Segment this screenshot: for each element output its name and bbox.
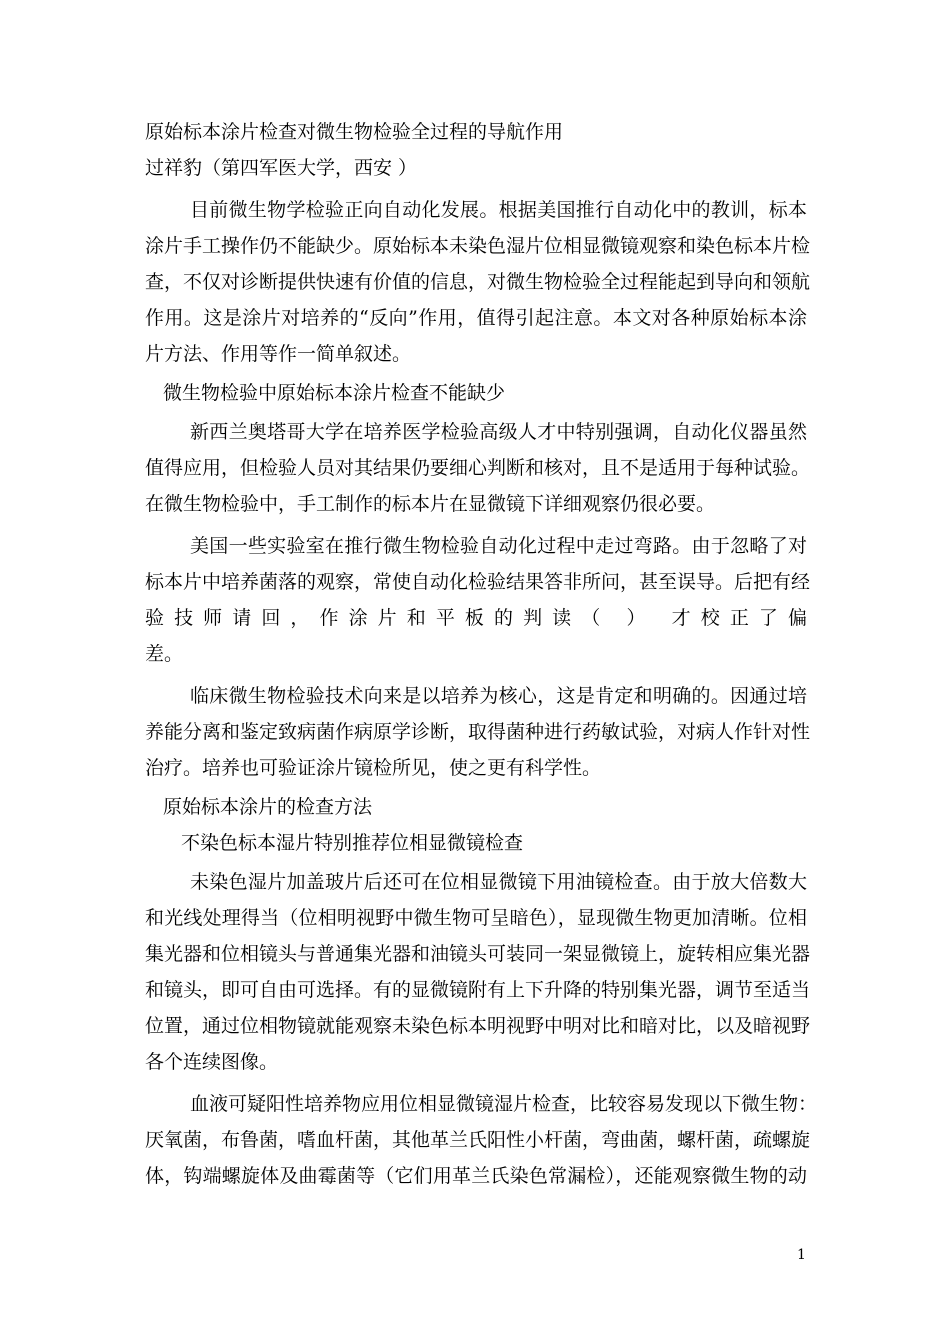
intro-line: 目前微生物学检验正向自动化发展。根据美国推行自动化中的教训，标本 xyxy=(190,199,807,221)
paragraph-line: 新西兰奥塔哥大学在培养医学检验高级人才中特别强调，自动化仪器虽然 xyxy=(190,421,807,443)
paragraph-line: 值得应用，但检验人员对其结果仍要细心判断和核对，且不是适用于每种试验。 xyxy=(145,457,811,479)
paragraph-line: 各个连续图像。 xyxy=(145,1051,279,1073)
subsection-heading: 不染色标本湿片特别推荐位相显微镜检查 xyxy=(181,832,524,854)
paragraph-line: 在微生物检验中，手工制作的标本片在显微镜下详细观察仍很必要。 xyxy=(145,493,716,515)
intro-line: 作用。这是涂片对培养的“反向”作用，值得引起注意。本文对各种原始标本涂 xyxy=(145,307,807,329)
paragraph-line: 和光线处理得当（位相明视野中微生物可呈暗色），显现微生物更加清晰。位相 xyxy=(145,907,807,929)
paragraph-line: 验技师请回，作涂片和平板的判读（ ） 才校正了偏 xyxy=(145,607,807,629)
paragraph-line: 集光器和位相镜头与普通集光器和油镜头可装同一架显微镜上，旋转相应集光器 xyxy=(145,943,811,965)
paragraph-line: 体，钩端螺旋体及曲霉菌等（它们用革兰氏染色常漏检），还能观察微生物的动 xyxy=(145,1165,807,1187)
paragraph-line: 美国一些实验室在推行微生物检验自动化过程中走过弯路。由于忽略了对 xyxy=(190,535,807,557)
paragraph-line: 标本片中培养菌落的观察，常使自动化检验结果答非所问，甚至误导。后把有经 xyxy=(145,571,811,593)
paragraph-line: 血液可疑阳性培养物应用位相显微镜湿片检查，比较容易发现以下微生物： xyxy=(190,1093,818,1115)
paragraph-line: 位置，通过位相物镜就能观察未染色标本明视野中明对比和暗对比，以及暗视野 xyxy=(145,1015,811,1037)
intro-line: 涂片手工操作仍不能缺少。原始标本未染色湿片位相显微镜观察和染色标本片检 xyxy=(145,235,811,257)
intro-line: 查，不仅对诊断提供快速有价值的信息，对微生物检验全过程能起到导向和领航 xyxy=(145,271,811,293)
intro-line: 片方法、作用等作一简单叙述。 xyxy=(145,343,412,365)
paragraph-line: 厌氧菌，布鲁菌，嗜血杆菌，其他革兰氏阳性小杆菌，弯曲菌，螺杆菌，疏螺旋 xyxy=(145,1129,811,1151)
paragraph-line: 差。 xyxy=(145,643,184,665)
paragraph-line: 治疗。培养也可验证涂片镜检所见，使之更有科学性。 xyxy=(145,757,602,779)
author-line: 过祥豹（第四军医大学，西安 ） xyxy=(145,157,418,179)
page-number: 1 xyxy=(797,1247,806,1263)
section-heading: 微生物检验中原始标本涂片检查不能缺少 xyxy=(163,382,506,404)
document-title: 原始标本涂片检查对微生物检验全过程的导航作用 xyxy=(145,121,564,143)
section-heading: 原始标本涂片的检查方法 xyxy=(163,796,373,818)
paragraph-line: 未染色湿片加盖玻片后还可在位相显微镜下用油镜检查。由于放大倍数大 xyxy=(190,871,807,893)
paragraph-line: 养能分离和鉴定致病菌作病原学诊断，取得菌种进行药敏试验，对病人作针对性 xyxy=(145,721,811,743)
paragraph-line: 临床微生物检验技术向来是以培养为核心，这是肯定和明确的。因通过培 xyxy=(190,685,807,707)
paragraph-line: 和镜头，即可自由可选择。有的显微镜附有上下升降的特别集光器，调节至适当 xyxy=(145,979,811,1001)
